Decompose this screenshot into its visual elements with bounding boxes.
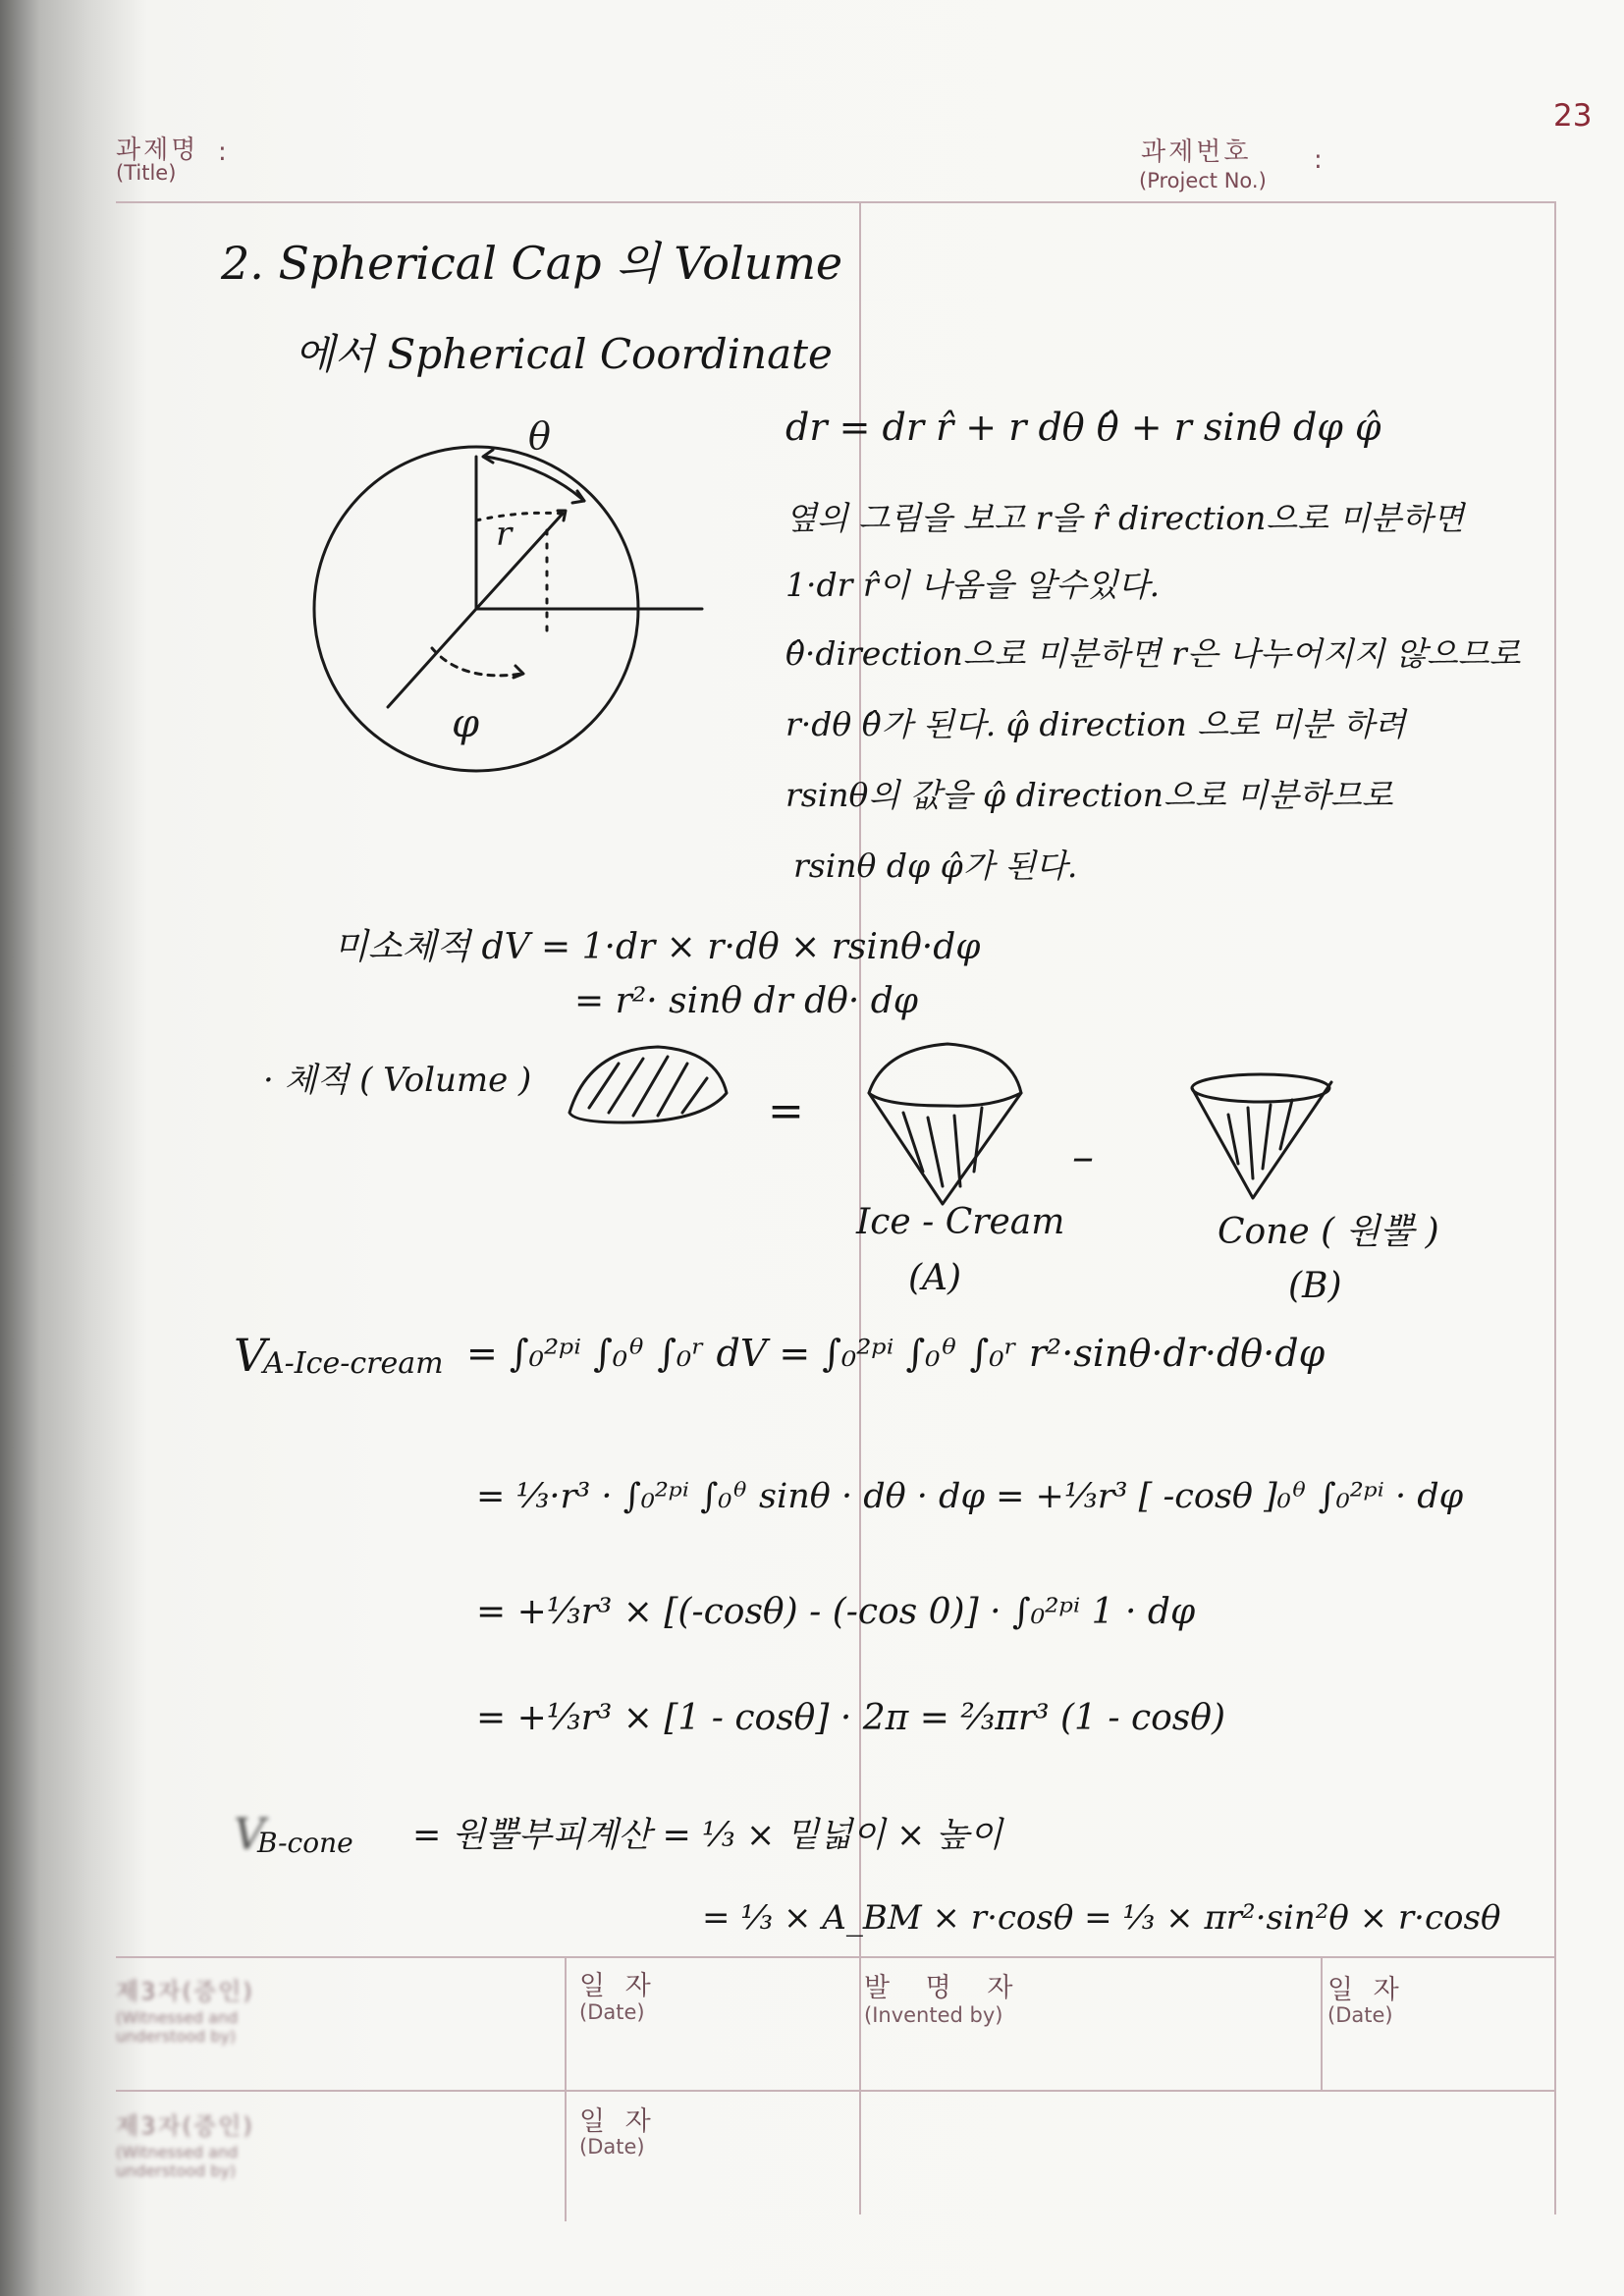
explanation-line-6: rsinθ dφ φ̂가 된다. (793, 847, 1078, 885)
footer-rule-right (1321, 1956, 1323, 2090)
derivation-line-3: = +⅓r³ × [(-cosθ) - (-cos 0)] · ∫₀²ᵖⁱ 1 · dφ (476, 1592, 1196, 1632)
witness-label-1: 제3자(증인) (116, 1978, 254, 2005)
explanation-line-5: rsinθ의 값을 φ̂ direction으로 미분하므로 (785, 776, 1393, 814)
phi-symbol: φ (452, 701, 480, 746)
cone-sketch (1184, 1070, 1341, 1203)
page-number: 23 (1553, 98, 1593, 134)
cone-label: Cone ( 원뿔 ) (1218, 1212, 1439, 1252)
phi-axis (388, 609, 476, 707)
title-label-en: (Title) (116, 161, 177, 185)
footer-rule-1 (116, 1956, 1554, 1958)
inventor-label-en: (Invented by) (864, 2003, 1003, 2027)
subheading: 에서 Spherical Coordinate (295, 330, 833, 378)
project-number-label: 과제번호 (1141, 137, 1252, 167)
ice-cream-tag: (A) (908, 1258, 962, 1298)
date-label-2-en: (Date) (1327, 2003, 1393, 2027)
vb-subscript: B-cone (257, 1827, 353, 1859)
heading: 2. Spherical Cap 의 Volume (221, 237, 843, 290)
derivation-line-6: = ⅓ × A_BM × r·cosθ = ⅓ × πr²·sin²θ × r·cosθ (702, 1898, 1501, 1938)
date-label-2: 일 자 (1327, 1975, 1405, 2005)
derivation-line-5: = 원뿔부피계산 = ⅓ × 밑넓이 × 높이 (412, 1816, 1003, 1855)
va-lhs: V (234, 1329, 267, 1382)
phi-arrowhead (514, 666, 523, 678)
phi-arc (432, 648, 522, 676)
spherical-diagram (314, 412, 727, 825)
dv-line-2: = r²· sinθ dr dθ· dφ (574, 981, 918, 1021)
r-symbol: r (496, 515, 513, 554)
dv-line-1: 미소체적 dV = 1·dr × r·dθ × rsinθ·dφ (334, 927, 981, 967)
derivation-line-2: = ⅓·r³ · ∫₀²ᵖⁱ ∫₀ᶿ sinθ · dθ · dφ = +⅓r³ [ -cosθ ]₀ᶿ ∫₀²ᵖⁱ · dφ (476, 1477, 1464, 1516)
volume-label: · 체적 ( Volume ) (263, 1061, 532, 1100)
ice-cream-label: Ice - Cream (856, 1202, 1065, 1242)
equals-sign: = (768, 1086, 804, 1136)
ice-cream-sketch (864, 1039, 1031, 1211)
inventor-label: 발 명 자 (864, 1973, 1027, 2003)
vb-lhs: V (234, 1810, 265, 1860)
theta-arc (486, 457, 584, 501)
date-label-1-en: (Date) (579, 2000, 645, 2024)
va-rhs: = ∫₀²ᵖⁱ ∫₀ᶿ ∫₀ʳ dV = ∫₀²ᵖⁱ ∫₀ᶿ ∫₀ʳ r²·sinθ·dr·dθ·dφ (466, 1332, 1326, 1375)
witness-label-2: 제3자(증인) (116, 2112, 254, 2140)
date-label-1: 일 자 (579, 1971, 657, 2001)
derivation-line-4: = +⅓r³ × [1 - cosθ] · 2π = ⅔πr³ (1 - cosθ) (476, 1698, 1225, 1738)
dotted-arc (476, 513, 563, 520)
dr-equation: dr = dr r̂ + r dθ θ̂ + r sinθ dφ φ̂ (785, 406, 1381, 449)
title-label: 과제명 (116, 136, 199, 165)
date-label-3-en: (Date) (579, 2135, 645, 2159)
witness-label-1-en: (Witnessed and understood by) (116, 2008, 239, 2046)
cone-tag: (B) (1288, 1266, 1342, 1306)
r-vector (476, 514, 563, 609)
project-number-colon: : (1314, 145, 1326, 175)
right-rule (1554, 201, 1556, 2214)
explanation-line-1: 옆의 그림을 보고 r을 r̂ direction으로 미분하면 (785, 499, 1465, 537)
project-number-label-en: (Project No.) (1139, 169, 1267, 192)
title-colon: : (218, 137, 230, 167)
header-rule (116, 201, 1554, 203)
minus-sign: – (1072, 1132, 1094, 1182)
va-subscript: A-Ice-cream (263, 1346, 444, 1381)
spherical-cap-sketch (565, 1039, 731, 1127)
explanation-line-2: 1·dr r̂이 나옴을 알수있다. (785, 566, 1161, 604)
witness-label-2-en: (Witnessed and understood by) (116, 2143, 239, 2180)
theta-symbol: θ (528, 414, 551, 458)
footer-rule-2 (116, 2090, 1554, 2092)
explanation-line-3: θ̂·direction으로 미분하면 r은 나누어지지 않으므로 (785, 634, 1521, 673)
explanation-line-4: r·dθ θ̂가 된다. φ̂ direction 으로 미분 하려 (785, 705, 1406, 743)
date-label-3: 일 자 (579, 2106, 657, 2137)
footer-rule-left (565, 1956, 567, 2221)
